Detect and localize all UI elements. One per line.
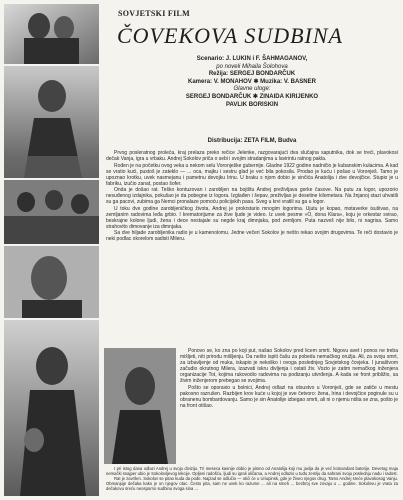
distribution-line: Distribucija: ZETA FILM, Budva	[207, 138, 297, 144]
film-still-prisoners	[4, 180, 99, 244]
paragraph: I pri istog dana odlazi Andrej u svoju diviziju. Tri meseca kasnije dobio je pismo od Anatolija koji mu javlja da je već komandant baterije. Devetog maja nemački snajper ubio je Sokolovljevog lekcije. Opljeni radošću, ljudi su igrali uličama, a Andrej odlazio u tuđu zemlju da sahrani svoju poslednju nadu i radost.	[106, 466, 398, 477]
paragraph: Prvog posleratnog proleća, kraj prelaza preko rečice Jelenke, razgovarajući dva slučajna saputnika, dok se treći, plavokosi dečak Vanja, igra u vrbaku. Andrej Sokolov priča o sebi i svojim stradanjima u lavirintu ratnog pakla.	[106, 150, 398, 162]
film-still-couple	[4, 4, 99, 64]
paragraph: U toku dve godine zarobljeničkog života, Andrej je prokrstario mnogim logorima. Ujutu je kopao, motaverke isušivao, na zemljanim radovima leđa grbio. I krematorijume za žive ljude je video. Iz uvek pesme »O, dona Klara«, koju je orkestar svirao, beskrajne kolone ljudi, žena i dece nestajale su negde kraj dimnjaka, pod zemljom. Puta nazveš nije bilo, ni nagrisa. Samo strahovito dimovanje iza dimnjaka.	[106, 205, 398, 230]
paragraph: Sa dve hiljade zarobljenika radio je u kamenolomu. Jedne večeri Sokolov je nešto rekao svojim drugovima. Te reči dostavio je neki podlac okorelom sadisti Mileru.	[106, 230, 398, 243]
synopsis-text-top	[106, 150, 398, 243]
credits-block	[104, 56, 400, 109]
paragraph: Rođen je na početku ovog veka u nekom selu Voronješke gubernije. Gladne 1922 godine nadničio je kubanskim kulacima. A kad se vratio kući, pustoš je zateklo — ... oca, majku i sestru glad je već bila pokosila. Prodao je kuću i pošao u Voronješ. Tamo je upoznao krotku, uvek nasmejanu i pametnu devojku Irinu. U braku s njom dobio je sinčića Anatolija i dve devojčice. Stupio je u fabriku, izučio zanat, postao šofer.	[106, 162, 398, 187]
film-still-man-portrait	[104, 348, 176, 464]
film-still-portrait	[4, 246, 99, 318]
paragraph: Pošto se oporavio u bolnici, Andrej odlazi na otsustvo u Voronješ, gde se zatiče u mestu pakosno razrušen. Razbijen krov kuće u kojoj je sve četvoro: žena, Irina i devojčice poginule su u obranenu bombardovanju. Samo je sin Anatolije izbegao smrti, ali ni o njemu ništa se zna, pošto je na front otišao.	[180, 384, 398, 409]
credit-source: po noveli Mihaila Šolohova	[216, 63, 288, 70]
section-kicker: SOVJETSKI FILM	[118, 9, 190, 18]
paragraph: Ponovo se, ko zna po koji put, našao Sokolov pred licem smrti. Nigovu avet i ponos ne treba mišljeti, niti prirodu mišljenju. Da nešto ispiti čašu za pobedu nemačkog oružja. Ali, za svoju smrt, za izbavljenje od muka, iskapio je nekoliko i ovoga poslednjeg Sovjetskog čovjeka. I junaštvom začudio okrutnog Milera, izazvati iskru divljenja i ostati živ. Vozio je zatim nemačkog inženjera organizacije Tot, kojima rukovodio radovima na podizanju utvrđenja. A kada se front približio, sa živim inženjerom prebegao se svojima.	[180, 348, 398, 384]
film-title: ČOVEKOVA SUDBINA	[117, 23, 343, 48]
credit-screenplay: Scenario: J. LUKIN i F. ŠAHMAGANOV,	[196, 56, 308, 62]
credit-director: Režija: SERGEJ BONDARČUK	[208, 71, 296, 78]
credit-camera-music: Kamera: V. MONAHOV ✱ Muzika: V. BASNER	[188, 78, 316, 85]
paragraph: Onda je došao rat. Teško kontuzovan i zarobljen na bojištu Andrej preživljava gorke časove. Na putu za logor, upozorio nesuđenog izdajnika, pokušao je da pobegne iz logora. Izglađen i šepav, preživljao je desetine kilometara. Na žnjanoj stazi uhvatili su ga pacovi, zubima ga Nemci pronalaze pomoću policijskih pasa. Sveg u krvi vratili su ga u logor.	[106, 187, 398, 206]
credit-cast-heading: Glavne uloge:	[233, 86, 271, 93]
paragraph: Rat je završen. Sokolov se pitao kuda da pođe. Najzad se odlučio — otići će u Uriupinsk, gde je živeo njegov drug. Tamo Andrej sreće plavokosog Vanju. Obmanjuje dečaka kako je on njegov otac. Često pita, sam ne uvek ko razume ... ali na smeh ... bezbroj sve zovaju u ... godine. Sokolovu je vrata za dečakovu sreću neosporno sudbinu svoga sina ...	[106, 476, 398, 492]
film-still-soldier-field	[4, 66, 99, 178]
synopsis-text-bottom	[106, 466, 398, 491]
credit-cast: SERGEJ BONDARČUK ✱ ZINAIDA KIRIJENKO	[185, 93, 319, 100]
synopsis-text-middle	[180, 348, 398, 409]
credit-cast-2: PAVLIK BORISKIN	[225, 101, 279, 108]
film-still-man-and-boy	[4, 320, 99, 496]
